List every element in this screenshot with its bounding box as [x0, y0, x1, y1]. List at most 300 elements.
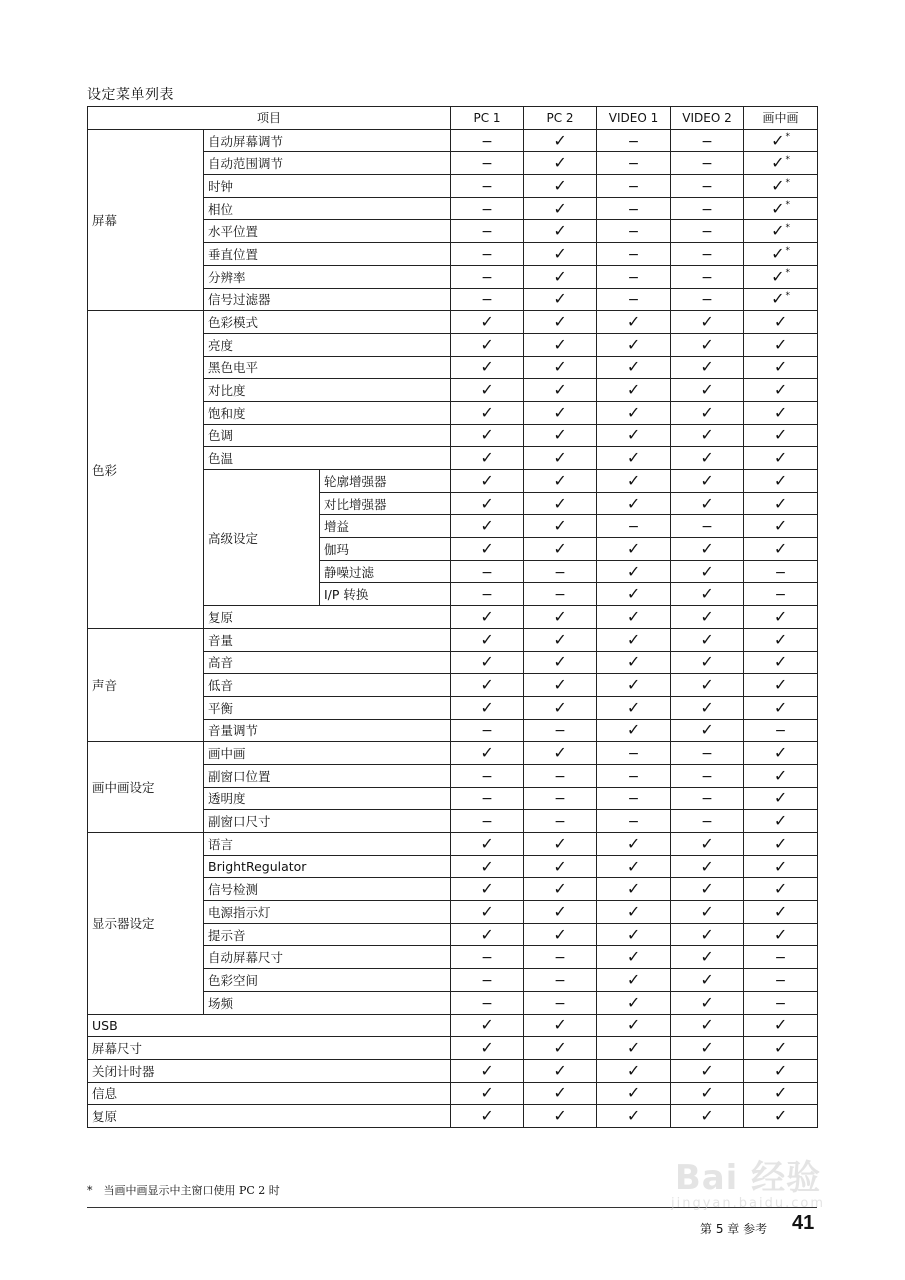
- checkmark-icon: ✓: [553, 130, 567, 150]
- checkmark-icon: ✓: [626, 697, 641, 717]
- availability-cell: [744, 742, 818, 765]
- table-row: [88, 833, 818, 856]
- availability-cell: [744, 878, 818, 901]
- checkmark-icon: ✓: [626, 470, 641, 490]
- availability-cell: [524, 379, 597, 402]
- availability-cell: [524, 878, 597, 901]
- availability-cell: [524, 651, 597, 674]
- availability-cell: [744, 197, 818, 220]
- availability-cell: [597, 696, 671, 719]
- dash-icon: −: [481, 201, 493, 218]
- item-label: 水平位置: [204, 220, 451, 243]
- availability-cell: [744, 129, 818, 152]
- checkmark-icon: ✓: [771, 130, 785, 150]
- availability-cell: [597, 492, 671, 515]
- checkmark-icon: ✓: [700, 1083, 714, 1103]
- availability-cell: [744, 696, 818, 719]
- category-label: USB: [88, 1014, 451, 1037]
- chapter-label: 第 5 章 参考: [700, 1222, 768, 1236]
- availability-cell: [524, 515, 597, 538]
- dash-icon: −: [554, 995, 566, 1012]
- availability-cell: [744, 288, 818, 311]
- item-label: 音量调节: [204, 719, 451, 742]
- dash-icon: −: [627, 814, 640, 831]
- table-row: [88, 628, 818, 651]
- item-label: 自动范围调节: [204, 152, 451, 175]
- asterisk-mark: *: [785, 222, 790, 233]
- checkmark-icon: ✓: [700, 652, 714, 672]
- checkmark-icon: ✓: [773, 811, 788, 831]
- baidu-watermark: [648, 1160, 848, 1230]
- sub-item-label: I/P 转换: [320, 583, 451, 606]
- availability-cell: [671, 401, 744, 424]
- item-label: 时钟: [204, 175, 451, 198]
- availability-cell: [451, 175, 524, 198]
- item-label: 画中画: [204, 742, 451, 765]
- availability-cell: [744, 1082, 818, 1105]
- availability-cell: [451, 855, 524, 878]
- availability-cell: [451, 674, 524, 697]
- checkmark-icon: ✓: [773, 448, 788, 468]
- availability-cell: [451, 764, 524, 787]
- checkmark-icon: ✓: [553, 606, 567, 626]
- checkmark-icon: ✓: [700, 380, 714, 400]
- header-video1: VIDEO 1: [597, 107, 671, 130]
- sub-item-label: 增益: [320, 515, 451, 538]
- item-label: 自动屏幕尺寸: [204, 946, 451, 969]
- checkmark-icon: ✓: [553, 675, 567, 695]
- availability-cell: [524, 991, 597, 1014]
- category-label: 显示器设定: [88, 833, 204, 1015]
- checkmark-icon: ✓: [773, 1083, 788, 1103]
- item-label: 语言: [204, 833, 451, 856]
- availability-cell: [597, 515, 671, 538]
- item-label: 饱和度: [204, 401, 451, 424]
- availability-cell: [744, 1014, 818, 1037]
- checkmark-icon: ✓: [773, 334, 788, 354]
- checkmark-icon: ✓: [480, 538, 494, 558]
- availability-cell: [671, 628, 744, 651]
- availability-cell: [671, 129, 744, 152]
- dash-icon: −: [701, 746, 713, 763]
- category-label: 信息: [88, 1082, 451, 1105]
- sub-item-label: 轮廓增强器: [320, 470, 451, 493]
- availability-cell: [451, 606, 524, 629]
- availability-cell: [524, 492, 597, 515]
- checkmark-icon: ✓: [553, 243, 567, 263]
- checkmark-icon: ✓: [480, 402, 494, 422]
- checkmark-icon: ✓: [700, 697, 714, 717]
- availability-cell: [524, 175, 597, 198]
- item-label: 色调: [204, 424, 451, 447]
- dash-icon: −: [627, 269, 640, 286]
- dash-icon: −: [701, 178, 713, 195]
- dash-icon: −: [481, 292, 493, 309]
- availability-cell: [744, 719, 818, 742]
- availability-cell: [524, 901, 597, 924]
- availability-cell: [597, 810, 671, 833]
- dash-icon: −: [701, 814, 713, 831]
- availability-cell: [744, 492, 818, 515]
- availability-cell: [671, 969, 744, 992]
- availability-cell: [524, 470, 597, 493]
- checkmark-icon: ✓: [553, 1060, 567, 1080]
- checkmark-icon: ✓: [773, 402, 788, 422]
- availability-cell: [524, 923, 597, 946]
- checkmark-icon: ✓: [480, 675, 494, 695]
- availability-cell: [671, 197, 744, 220]
- availability-cell: [451, 447, 524, 470]
- checkmark-icon: ✓: [700, 675, 714, 695]
- availability-cell: [524, 583, 597, 606]
- availability-cell: [744, 379, 818, 402]
- checkmark-icon: ✓: [480, 652, 494, 672]
- checkmark-icon: ✓: [700, 1038, 714, 1058]
- dash-icon: −: [481, 156, 493, 173]
- availability-cell: [451, 833, 524, 856]
- checkmark-icon: ✓: [626, 1106, 641, 1126]
- sub-item-label: 伽玛: [320, 538, 451, 561]
- dash-icon: −: [627, 292, 640, 309]
- availability-cell: [597, 1037, 671, 1060]
- availability-cell: [671, 311, 744, 334]
- availability-cell: [671, 152, 744, 175]
- availability-cell: [597, 129, 671, 152]
- availability-cell: [524, 152, 597, 175]
- item-label: 色彩模式: [204, 311, 451, 334]
- availability-cell: [451, 401, 524, 424]
- checkmark-icon: ✓: [700, 357, 714, 377]
- checkmark-icon: ✓: [626, 425, 641, 445]
- availability-cell: [451, 1014, 524, 1037]
- checkmark-icon: ✓: [700, 856, 714, 876]
- availability-cell: [451, 1105, 524, 1128]
- dash-icon: −: [774, 972, 787, 989]
- availability-cell: [744, 901, 818, 924]
- availability-cell: [451, 651, 524, 674]
- item-label: 对比度: [204, 379, 451, 402]
- availability-cell: [451, 628, 524, 651]
- checkmark-icon: ✓: [773, 493, 788, 513]
- availability-cell: [671, 515, 744, 538]
- availability-cell: [597, 1082, 671, 1105]
- item-label: 相位: [204, 197, 451, 220]
- checkmark-icon: ✓: [626, 969, 641, 989]
- dash-icon: −: [701, 224, 713, 241]
- availability-cell: [597, 855, 671, 878]
- checkmark-icon: ✓: [626, 720, 641, 740]
- checkmark-icon: ✓: [480, 470, 494, 490]
- header-pc1: PC 1: [451, 107, 524, 130]
- availability-cell: [524, 243, 597, 266]
- category-label: 关闭计时器: [88, 1059, 451, 1082]
- dash-icon: −: [774, 587, 787, 604]
- checkmark-icon: ✓: [553, 425, 567, 445]
- availability-cell: [451, 923, 524, 946]
- availability-cell: [597, 447, 671, 470]
- dash-icon: −: [554, 564, 566, 581]
- availability-cell: [597, 1014, 671, 1037]
- checkmark-icon: ✓: [553, 153, 567, 173]
- category-label: 色彩: [88, 311, 204, 629]
- checkmark-icon: ✓: [773, 1106, 788, 1126]
- checkmark-icon: ✓: [700, 606, 714, 626]
- dash-icon: −: [627, 224, 640, 241]
- checkmark-icon: ✓: [626, 833, 641, 853]
- checkmark-icon: ✓: [771, 243, 785, 263]
- availability-cell: [597, 991, 671, 1014]
- availability-cell: [597, 628, 671, 651]
- availability-cell: [451, 311, 524, 334]
- availability-cell: [451, 583, 524, 606]
- availability-cell: [597, 333, 671, 356]
- dash-icon: −: [701, 201, 713, 218]
- availability-cell: [524, 946, 597, 969]
- checkmark-icon: ✓: [480, 1015, 494, 1035]
- availability-cell: [744, 991, 818, 1014]
- item-label: 色彩空间: [204, 969, 451, 992]
- availability-cell: [524, 1037, 597, 1060]
- checkmark-icon: ✓: [626, 448, 641, 468]
- availability-cell: [744, 401, 818, 424]
- asterisk-mark: *: [785, 154, 790, 165]
- dash-icon: −: [627, 201, 640, 218]
- checkmark-icon: ✓: [626, 652, 641, 672]
- availability-cell: [451, 1059, 524, 1082]
- checkmark-icon: ✓: [773, 629, 788, 649]
- checkmark-icon: ✓: [773, 901, 788, 921]
- availability-cell: [524, 1059, 597, 1082]
- table-row: [88, 129, 818, 152]
- asterisk-mark: *: [785, 291, 790, 302]
- checkmark-icon: ✓: [626, 924, 641, 944]
- checkmark-icon: ✓: [700, 879, 714, 899]
- header-pc2: PC 2: [524, 107, 597, 130]
- availability-cell: [744, 515, 818, 538]
- item-label: 信号过滤器: [204, 288, 451, 311]
- checkmark-icon: ✓: [773, 1015, 788, 1035]
- availability-cell: [744, 175, 818, 198]
- availability-cell: [451, 424, 524, 447]
- availability-cell: [597, 833, 671, 856]
- availability-cell: [671, 719, 744, 742]
- availability-cell: [597, 946, 671, 969]
- checkmark-icon: ✓: [626, 1060, 641, 1080]
- item-label: 复原: [204, 606, 451, 629]
- availability-cell: [744, 243, 818, 266]
- dash-icon: −: [701, 156, 713, 173]
- availability-cell: [451, 197, 524, 220]
- table-row: [88, 1014, 818, 1037]
- dash-icon: −: [701, 133, 713, 150]
- checkmark-icon: ✓: [553, 879, 567, 899]
- checkmark-icon: ✓: [773, 833, 788, 853]
- item-label: 平衡: [204, 696, 451, 719]
- availability-cell: [451, 1082, 524, 1105]
- table-row: [88, 1059, 818, 1082]
- checkmark-icon: ✓: [700, 720, 714, 740]
- availability-cell: [744, 923, 818, 946]
- checkmark-icon: ✓: [700, 448, 714, 468]
- availability-cell: [744, 787, 818, 810]
- table-row: [88, 742, 818, 765]
- dash-icon: −: [701, 519, 713, 536]
- availability-cell: [524, 787, 597, 810]
- availability-cell: [524, 696, 597, 719]
- item-label: 提示音: [204, 923, 451, 946]
- checkmark-icon: ✓: [626, 856, 641, 876]
- availability-cell: [671, 220, 744, 243]
- checkmark-icon: ✓: [700, 924, 714, 944]
- dash-icon: −: [481, 133, 493, 150]
- availability-cell: [744, 152, 818, 175]
- availability-cell: [524, 606, 597, 629]
- settings-menu-table: [87, 106, 818, 1128]
- table-body: [88, 129, 818, 1127]
- dash-icon: −: [701, 768, 713, 785]
- checkmark-icon: ✓: [553, 357, 567, 377]
- availability-cell: [597, 197, 671, 220]
- checkmark-icon: ✓: [771, 266, 785, 286]
- watermark-url: jingyan.baidu.com: [671, 1196, 825, 1211]
- availability-cell: [524, 742, 597, 765]
- availability-cell: [597, 424, 671, 447]
- availability-cell: [744, 810, 818, 833]
- page-number: 41: [792, 1212, 815, 1234]
- checkmark-icon: ✓: [700, 992, 714, 1012]
- checkmark-icon: ✓: [700, 833, 714, 853]
- checkmark-icon: ✓: [773, 380, 788, 400]
- availability-cell: [597, 379, 671, 402]
- table-header-row: [88, 107, 818, 130]
- dash-icon: −: [774, 564, 787, 581]
- availability-cell: [671, 696, 744, 719]
- checkmark-icon: ✓: [553, 516, 567, 536]
- availability-cell: [671, 560, 744, 583]
- checkmark-icon: ✓: [553, 402, 567, 422]
- item-label: 副窗口尺寸: [204, 810, 451, 833]
- availability-cell: [451, 991, 524, 1014]
- availability-cell: [451, 696, 524, 719]
- dash-icon: −: [481, 950, 493, 967]
- availability-cell: [451, 560, 524, 583]
- checkmark-icon: ✓: [626, 584, 641, 604]
- availability-cell: [597, 560, 671, 583]
- checkmark-icon: ✓: [700, 470, 714, 490]
- availability-cell: [671, 538, 744, 561]
- table-row: [88, 1082, 818, 1105]
- checkmark-icon: ✓: [480, 425, 494, 445]
- checkmark-icon: ✓: [553, 743, 567, 763]
- dash-icon: −: [627, 178, 640, 195]
- asterisk-mark: *: [785, 245, 790, 256]
- checkmark-icon: ✓: [553, 266, 567, 286]
- item-label: 色温: [204, 447, 451, 470]
- checkmark-icon: ✓: [700, 1106, 714, 1126]
- availability-cell: [597, 742, 671, 765]
- availability-cell: [671, 175, 744, 198]
- availability-cell: [744, 311, 818, 334]
- checkmark-icon: ✓: [480, 448, 494, 468]
- item-label: 高音: [204, 651, 451, 674]
- availability-cell: [451, 265, 524, 288]
- availability-cell: [671, 470, 744, 493]
- checkmark-icon: ✓: [480, 312, 494, 332]
- availability-cell: [671, 243, 744, 266]
- availability-cell: [524, 333, 597, 356]
- checkmark-icon: ✓: [626, 992, 641, 1012]
- availability-cell: [524, 1014, 597, 1037]
- availability-cell: [744, 265, 818, 288]
- item-label: 副窗口位置: [204, 764, 451, 787]
- availability-cell: [671, 379, 744, 402]
- availability-cell: [671, 1059, 744, 1082]
- availability-cell: [451, 492, 524, 515]
- checkmark-icon: ✓: [553, 380, 567, 400]
- dash-icon: −: [554, 723, 566, 740]
- checkmark-icon: ✓: [626, 334, 641, 354]
- availability-cell: [524, 719, 597, 742]
- availability-cell: [597, 470, 671, 493]
- availability-cell: [597, 606, 671, 629]
- checkmark-icon: ✓: [773, 606, 788, 626]
- availability-cell: [597, 401, 671, 424]
- asterisk-mark: *: [785, 268, 790, 279]
- checkmark-icon: ✓: [626, 1083, 641, 1103]
- checkmark-icon: ✓: [700, 561, 714, 581]
- checkmark-icon: ✓: [553, 493, 567, 513]
- availability-cell: [524, 197, 597, 220]
- availability-cell: [524, 855, 597, 878]
- availability-cell: [744, 1105, 818, 1128]
- availability-cell: [524, 810, 597, 833]
- checkmark-icon: ✓: [480, 606, 494, 626]
- availability-cell: [744, 764, 818, 787]
- checkmark-icon: ✓: [553, 856, 567, 876]
- category-label: 屏幕: [88, 129, 204, 311]
- checkmark-icon: ✓: [700, 969, 714, 989]
- checkmark-icon: ✓: [773, 1060, 788, 1080]
- item-label: 音量: [204, 628, 451, 651]
- dash-icon: −: [481, 972, 493, 989]
- asterisk-mark: *: [785, 177, 790, 188]
- availability-cell: [671, 583, 744, 606]
- availability-cell: [671, 787, 744, 810]
- item-label: 低音: [204, 674, 451, 697]
- availability-cell: [451, 220, 524, 243]
- availability-cell: [451, 946, 524, 969]
- availability-cell: [597, 878, 671, 901]
- item-label: 垂直位置: [204, 243, 451, 266]
- availability-cell: [524, 356, 597, 379]
- checkmark-icon: ✓: [771, 289, 785, 309]
- availability-cell: [671, 1014, 744, 1037]
- availability-cell: [524, 1105, 597, 1128]
- dash-icon: −: [481, 768, 493, 785]
- availability-cell: [451, 470, 524, 493]
- availability-cell: [451, 243, 524, 266]
- checkmark-icon: ✓: [700, 334, 714, 354]
- availability-cell: [744, 651, 818, 674]
- dash-icon: −: [481, 246, 493, 263]
- dash-icon: −: [481, 791, 493, 808]
- checkmark-icon: ✓: [626, 493, 641, 513]
- availability-cell: [744, 220, 818, 243]
- checkmark-icon: ✓: [771, 198, 785, 218]
- item-label: 自动屏幕调节: [204, 129, 451, 152]
- category-label: 画中画设定: [88, 742, 204, 833]
- dash-icon: −: [701, 269, 713, 286]
